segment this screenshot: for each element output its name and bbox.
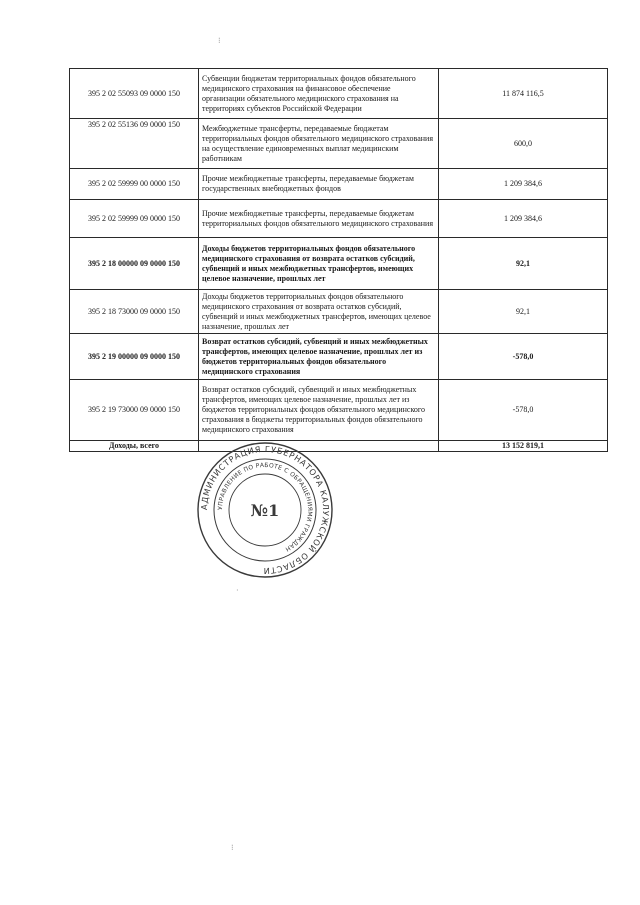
scan-speck: ·: [236, 586, 239, 595]
budget-code: 395 2 18 00000 09 0000 150: [70, 238, 199, 290]
table-row: [70, 119, 608, 169]
row-amount: 92,1: [439, 238, 608, 290]
seal-number: №1: [250, 501, 280, 520]
seal-middle-text: УПРАВЛЕНИЕ ПО РАБОТЕ С ОБРАЩЕНИЯМИ ГРАЖДАН: [216, 461, 314, 553]
budget-code: 395 2 02 55093 09 0000 150: [70, 69, 199, 119]
row-amount: 600,0: [439, 119, 608, 169]
table-row: [70, 200, 608, 238]
total-amount: 13 152 819,1: [439, 441, 608, 452]
row-amount: -578,0: [439, 380, 608, 441]
table-row: [70, 238, 608, 290]
budget-code: 395 2 18 73000 09 0000 150: [70, 290, 199, 334]
row-description: Субвенции бюджетам территориальных фондов обязательного медицинского страхования на финансовое обеспечение организации обязательного медицинского страхования на территориях субъектов Российской Федерации: [199, 69, 439, 119]
scan-speck: ⁝: [231, 843, 234, 852]
row-amount: 1 209 384,6: [439, 200, 608, 238]
budget-code: 395 2 19 73000 09 0000 150: [70, 380, 199, 441]
table-row: [70, 380, 608, 441]
scan-speck: ⁝: [218, 36, 221, 45]
seal-graphic: [195, 440, 335, 580]
row-amount: 11 874 116,5: [439, 69, 608, 119]
total-label: Доходы, всего: [70, 441, 199, 452]
seal-outer-text: АДМИНИСТРАЦИЯ ГУБЕРНАТОРА КАЛУЖСКОЙ ОБЛАСТИ: [198, 443, 332, 577]
budget-code: 395 2 02 59999 00 0000 150: [70, 169, 199, 200]
table-row: [70, 69, 608, 119]
budget-code: 395 2 19 00000 09 0000 150: [70, 334, 199, 380]
table-row: [70, 169, 608, 200]
row-amount: -578,0: [439, 334, 608, 380]
official-seal: [195, 440, 335, 580]
row-description: Возврат остатков субсидий, субвенций и иных межбюджетных трансфертов, имеющих целевое назначение, прошлых лет из бюджетов территориальных фондов обязательного медицинского страхования: [199, 334, 439, 380]
row-description: Доходы бюджетов территориальных фондов обязательного медицинского страхования от возврата остатков субсидий, субвенций и иных межбюджетных трансфертов, имеющих целевое назначение, прошлых лет: [199, 290, 439, 334]
table-row: [70, 290, 608, 334]
revenue-table: [69, 68, 608, 452]
row-amount: 1 209 384,6: [439, 169, 608, 200]
row-description: Прочие межбюджетные трансферты, передаваемые бюджетам государственных внебюджетных фондов: [199, 169, 439, 200]
row-description: Возврат остатков субсидий, субвенций и иных межбюджетных трансфертов, имеющих целевое назначение, прошлых лет из бюджетов территориальных фондов обязательного медицинского страхования в бюджеты территориальных фондов обязательного медицинского страхования: [199, 380, 439, 441]
budget-code: 395 2 02 55136 09 0000 150: [70, 119, 199, 169]
row-description: Доходы бюджетов территориальных фондов обязательного медицинского страхования от возврата остатков субсидий, субвенций и иных межбюджетных трансфертов, имеющих целевое назначение, прошлых лет: [199, 238, 439, 290]
row-description: Прочие межбюджетные трансферты, передаваемые бюджетам территориальных фондов обязательного медицинского страхования: [199, 200, 439, 238]
budget-code: 395 2 02 59999 09 0000 150: [70, 200, 199, 238]
table-row: [70, 334, 608, 380]
row-description: Межбюджетные трансферты, передаваемые бюджетам территориальных фондов обязательного медицинского страхования на осуществление единовременных выплат медицинским работникам: [199, 119, 439, 169]
total-row: [70, 441, 608, 452]
row-amount: 92,1: [439, 290, 608, 334]
